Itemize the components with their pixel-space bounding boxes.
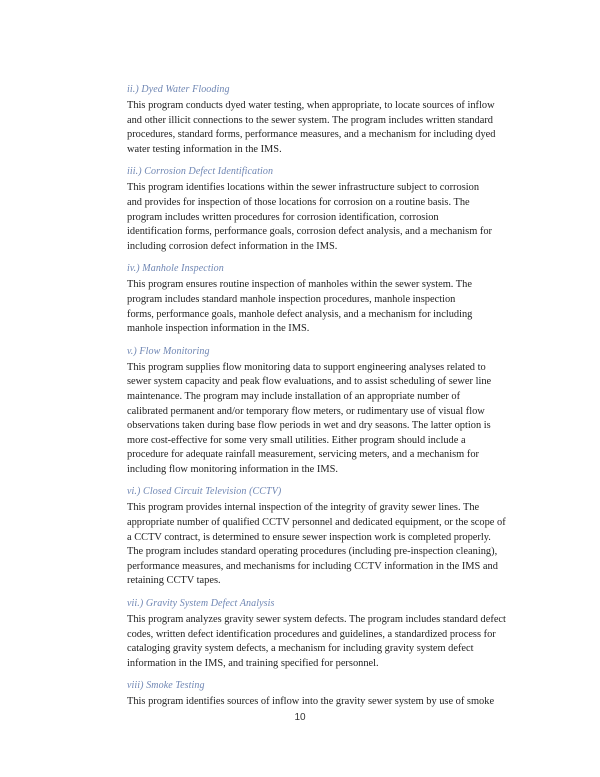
- body-line: program includes written procedures for corrosion identification, corrosion: [127, 211, 439, 223]
- body-line: appropriate number of qualified CCTV personnel and dedicated equipment, or the scope of: [127, 517, 506, 529]
- section-corrosion-defect-identification: [127, 165, 509, 254]
- body-line: program includes standard manhole inspection procedures, manhole inspection: [127, 293, 456, 305]
- section-body: [127, 501, 509, 589]
- body-line: forms, performance goals, manhole defect analysis, and a mechanism for including: [127, 308, 473, 320]
- body-line: procedure for adequate rainfall measurement, servicing meters, and a mechanism for: [127, 449, 479, 461]
- section-heading: ii.) Dyed Water Flooding: [127, 84, 230, 95]
- body-line: This program analyzes gravity sewer system defects. The program includes standard defect: [127, 614, 506, 626]
- body-line: including corrosion defect information in the IMS.: [127, 240, 338, 252]
- body-line: maintenance. The program may include installation of an appropriate number of: [127, 390, 461, 402]
- body-line: manhole inspection information in the IMS.: [127, 323, 310, 335]
- body-line: and other illicit connections to the sewer system. The program includes written standard: [127, 114, 493, 126]
- body-line: This program supplies flow monitoring data to support engineering analyses related to: [127, 361, 486, 373]
- body-line: codes, written defect identification procedures and guidelines, a standardized process for: [127, 628, 496, 640]
- section-dyed-water-flooding: [127, 83, 509, 157]
- body-line: The program includes standard operating procedures (including pre-inspection cleaning),: [127, 546, 498, 558]
- section-gravity-system-defect-analysis: [127, 597, 509, 671]
- body-line: observations taken during base flow periods in wet and dry seasons. The latter option is: [127, 420, 491, 432]
- body-line: identification forms, performance goals, corrosion defect analysis, and a mechanism for: [127, 226, 492, 238]
- section-body: [127, 181, 509, 254]
- body-line: This program identifies sources of inflow into the gravity sewer system by use of smoke: [127, 696, 495, 708]
- section-body: [127, 278, 509, 336]
- body-line: information in the IMS, and training specified for personnel.: [127, 657, 379, 669]
- section-heading: vii.) Gravity System Defect Analysis: [127, 598, 275, 610]
- body-line: cataloging gravity system defects, a mechanism for including gravity system defect: [127, 643, 474, 655]
- section-heading: v.) Flow Monitoring: [127, 345, 210, 357]
- body-line: This program provides internal inspection of the integrity of gravity sewer lines. The: [127, 502, 480, 514]
- section-body: [127, 361, 509, 478]
- body-line: and provides for inspection of those locations for corrosion on a routine basis. The: [127, 196, 470, 208]
- section-closed-circuit-television: [127, 485, 509, 589]
- body-line: a CCTV contract, is determined to ensure sewer inspection work is completed properly.: [127, 531, 491, 543]
- body-line: retaining CCTV tapes.: [127, 575, 221, 587]
- section-flow-monitoring: [127, 345, 509, 478]
- section-body: [127, 695, 509, 710]
- section-manhole-inspection: [127, 262, 509, 336]
- body-line: more cost-effective for some very small utilities. Either program should include a: [127, 434, 466, 446]
- body-line: sewer system capacity and peak flow evaluations, and to assist scheduling of sewer line: [127, 376, 492, 388]
- section-heading: iii.) Corrosion Defect Identification: [127, 166, 274, 178]
- body-line: water testing information in the IMS.: [127, 143, 282, 155]
- section-smoke-testing: [127, 679, 509, 710]
- body-line: This program conducts dyed water testing, when appropriate, to locate sources of inflow: [127, 100, 495, 111]
- section-heading: viii) Smoke Testing: [127, 680, 205, 692]
- section-heading: iv.) Manhole Inspection: [127, 263, 224, 275]
- document-content: [127, 83, 509, 710]
- page-number: 10: [294, 712, 306, 723]
- section-body: [127, 99, 509, 157]
- body-line: including flow monitoring information in the IMS.: [127, 463, 338, 475]
- body-line: calibrated permanent and/or temporary flow meters, or rudimentary use of visual flow: [127, 405, 485, 417]
- section-body: [127, 613, 509, 671]
- section-heading: vi.) Closed Circuit Television (CCTV): [127, 486, 282, 498]
- body-line: This program identifies locations within the sewer infrastructure subject to corrosion: [127, 182, 480, 194]
- body-line: procedures, standard forms, performance measures, and a mechanism for including dyed: [127, 129, 496, 141]
- body-line: performance measures, and mechanisms for including CCTV information in the IMS and: [127, 560, 498, 572]
- body-line: This program ensures routine inspection of manholes within the sewer system. The: [127, 279, 472, 291]
